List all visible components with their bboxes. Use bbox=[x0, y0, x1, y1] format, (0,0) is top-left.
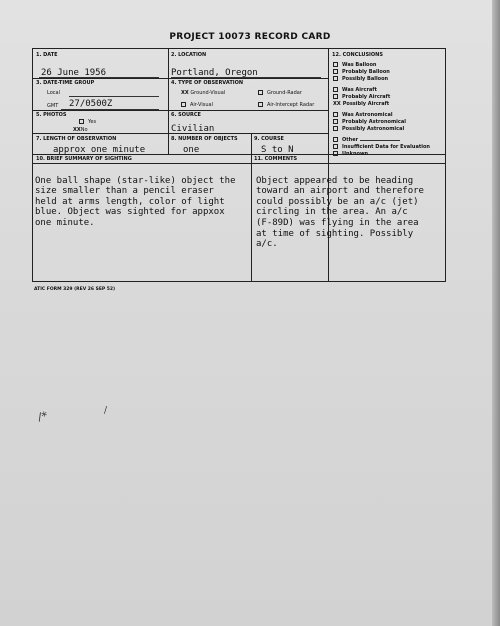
summary-line: held at arms length, color of light bbox=[35, 196, 225, 207]
conclusions-label: 12. CONCLUSIONS bbox=[332, 52, 383, 58]
conclusion-insufficient-data: Insufficient Data for Evaluation bbox=[333, 144, 430, 150]
location-value: Portland, Oregon bbox=[171, 68, 258, 78]
ground-radar-option: Ground-Radar bbox=[258, 90, 302, 96]
course-value: S to N bbox=[261, 145, 294, 155]
gmt-value: 27/0500Z bbox=[69, 99, 113, 109]
pencil-mark: /* bbox=[36, 409, 49, 424]
conclusion-other: Other bbox=[333, 137, 400, 143]
length-label: 7. LENGTH OF OBSERVATION bbox=[36, 136, 117, 142]
air-intercept-option: Air-Intercept Radar bbox=[258, 102, 314, 108]
conclusion-was-balloon: Was Balloon bbox=[333, 62, 376, 68]
page-edge bbox=[492, 0, 500, 626]
conclusion-probably-astronomical: Probably Astronomical bbox=[333, 119, 406, 125]
conclusion-was-aircraft: Was Aircraft bbox=[333, 87, 377, 93]
comment-line: circling in the area. An a/c bbox=[256, 207, 408, 218]
summary-label: 10. BRIEF SUMMARY OF SIGHTING bbox=[36, 156, 132, 162]
form-number: ATIC FORM 329 (REV 26 SEP 52) bbox=[34, 287, 116, 292]
comment-line: Object appeared to be heading bbox=[256, 175, 414, 186]
dtg-label: 3. DATE-TIME GROUP bbox=[36, 80, 95, 86]
date-value: 26 June 1956 bbox=[41, 68, 107, 78]
comment-line: (F-89D) was flying in the area bbox=[256, 217, 419, 228]
pencil-mark: / bbox=[104, 406, 108, 416]
source-label: 6. SOURCE bbox=[171, 112, 201, 118]
comment-line: a/c. bbox=[256, 239, 278, 250]
conclusion-was-astronomical: Was Astronomical bbox=[333, 112, 393, 118]
location-label: 2. LOCATION bbox=[171, 52, 207, 58]
local-label: Local bbox=[47, 90, 60, 96]
date-label: 1. DATE bbox=[36, 52, 58, 58]
air-visual-option: Air-Visual bbox=[181, 102, 213, 108]
num-objects-label: 8. NUMBER OF OBJECTS bbox=[171, 136, 238, 142]
type-label: 4. TYPE OF OBSERVATION bbox=[171, 80, 244, 86]
photos-yes: Yes bbox=[79, 119, 96, 125]
card-title: PROJECT 10073 RECORD CARD bbox=[169, 32, 331, 42]
comments-label: 11. COMMENTS bbox=[254, 156, 298, 162]
summary-line: One ball shape (star-like) object the bbox=[35, 175, 236, 186]
conclusion-probably-aircraft: Probably Aircraft bbox=[333, 94, 390, 100]
ground-visual-option: XX Ground-Visual bbox=[181, 90, 226, 96]
num-objects-value: one bbox=[183, 145, 200, 155]
comments-text bbox=[256, 165, 424, 271]
conclusion-probably-balloon: Probably Balloon bbox=[333, 69, 390, 75]
gmt-label: GMT bbox=[47, 103, 59, 109]
summary-line: one minute. bbox=[35, 217, 95, 228]
summary-line: size smaller than a pencil eraser bbox=[35, 186, 214, 197]
course-label: 9. COURSE bbox=[254, 136, 284, 142]
photos-no: XXNo bbox=[73, 127, 88, 133]
conclusion-possibly-astronomical: Possibly Astronomical bbox=[333, 126, 404, 132]
comment-line: toward an airport and therefore bbox=[256, 186, 424, 197]
conclusion-possibly-balloon: Possibly Balloon bbox=[333, 76, 388, 82]
photos-label: 5. PHOTOS bbox=[36, 112, 67, 118]
length-value: approx one minute bbox=[53, 145, 146, 155]
conclusion-unknown: Unknown bbox=[333, 151, 368, 157]
record-card bbox=[32, 48, 446, 282]
comment-line: at time of sighting. Possibly bbox=[256, 228, 414, 239]
summary-line: blue. Object was sighted for appxox bbox=[35, 207, 225, 218]
source-value: Civilian bbox=[171, 124, 215, 134]
summary-text bbox=[35, 165, 235, 250]
conclusion-possibly-aircraft: XX Possibly Aircraft bbox=[333, 101, 390, 107]
comment-line: could possibly be an a/c (jet) bbox=[256, 196, 419, 207]
